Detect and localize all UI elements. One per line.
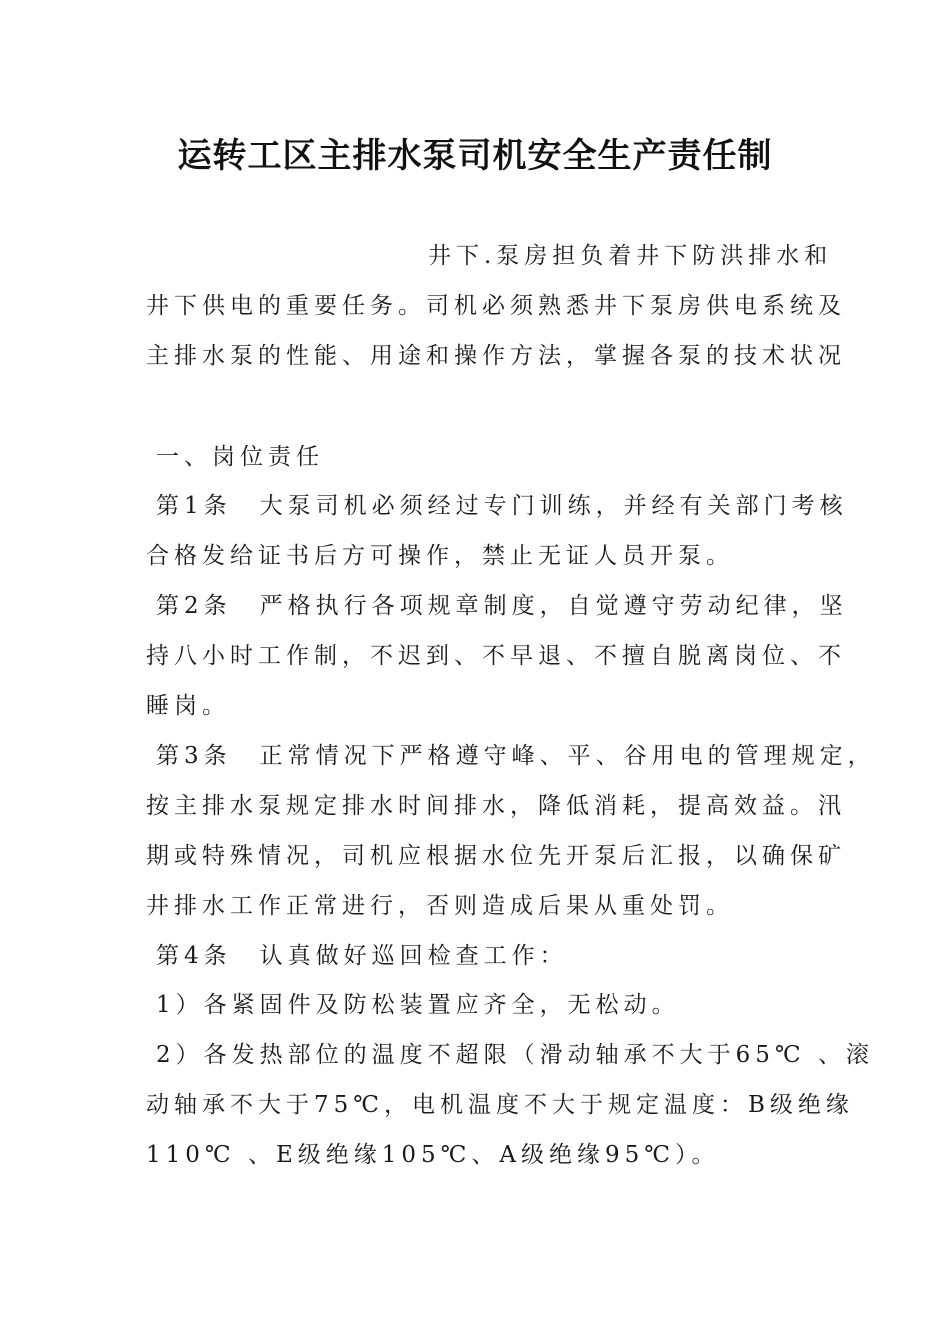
intro-line-1: 井下.泵房担负着井下防洪排水和 [428,243,833,269]
article-4-item-2-line-3: 110℃ 、E级绝缘105℃、A级绝缘95℃）。 [146,1142,720,1168]
article-4-item-2-line-2: 动轴承不大于75℃，电机温度不大于规定温度：B级绝缘 [146,1092,854,1118]
article-4-item-2-line-1: 2）各发热部位的温度不超限（滑动轴承不大于65℃ 、滚 [156,1042,874,1068]
article-4-item-1: 1）各紧固件及防松装置应齐全，无松动。 [156,992,680,1018]
article-3-line-2: 按主排水泵规定排水时间排水，降低消耗，提高效益。汛 [146,793,846,819]
intro-line-2: 井下供电的重要任务。司机必须熟悉井下泵房供电系统及 [146,293,846,319]
section-heading: 一、岗位责任 [156,444,324,470]
article-3-line-4: 井排水工作正常进行，否则造成后果从重处罚。 [146,893,734,919]
intro-line-3: 主排水泵的性能、用途和操作方法，掌握各泵的技术状况 [146,343,846,369]
article-1-line-2: 合格发给证书后方可操作，禁止无证人员开泵。 [146,543,734,569]
article-1-line-1: 第1条 大泵司机必须经过专门训练，并经有关部门考核 [156,493,848,519]
document-title: 运转工区主排水泵司机安全生产责任制 [177,136,773,176]
article-2-line-3: 睡岗。 [146,693,230,719]
article-2-line-2: 持八小时工作制，不迟到、不早退、不擅自脱离岗位、不 [146,643,846,669]
article-4-line-1: 第4条 认真做好巡回检查工作： [156,943,568,969]
article-3-line-1: 第3条 正常情况下严格遵守峰、平、谷用电的管理规定， [156,743,876,769]
article-2-line-1: 第2条 严格执行各项规章制度，自觉遵守劳动纪律，坚 [156,593,848,619]
article-3-line-3: 期或特殊情况，司机应根据水位先开泵后汇报，以确保矿 [146,843,846,869]
